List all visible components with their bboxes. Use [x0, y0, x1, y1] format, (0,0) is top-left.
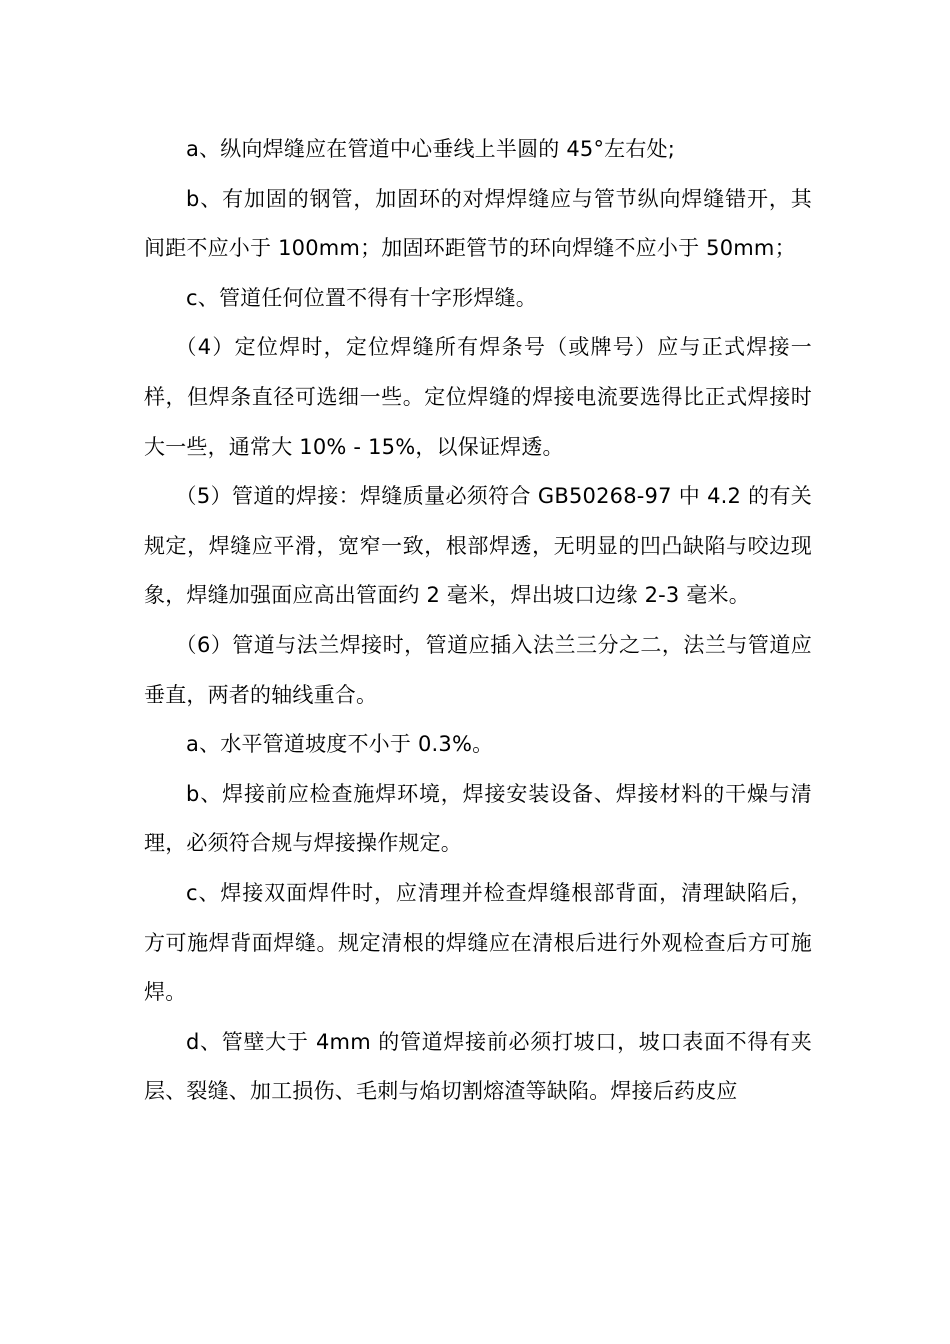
paragraph-a-slope: a、水平管道坡度不小于 0.3%。: [186, 732, 494, 757]
paragraph-b-pre-weld-check: b、焊接前应检查施焊环境，焊接安装设备、焊接材料的干燥与清理，必须符合规与焊接操作规定。: [144, 781, 812, 856]
paragraph-4-tack-welding: （4）定位焊时，定位焊缝所有焊条号（或牌号）应与正式焊接一样，但焊条直径可选细一些。定位焊缝的焊接电流要选得比正式焊接时大一些，通常大 10% - 15%，以保证焊透。: [144, 335, 812, 459]
paragraph-6-flange-welding: （6）管道与法兰焊接时，管道应插入法兰三分之二，法兰与管道应垂直，两者的轴线重合。: [144, 632, 812, 707]
paragraph-d-bevel: d、管壁大于 4mm 的管道焊接前必须打坡口，坡口表面不得有夹层、裂缝、加工损伤、毛刺与焰切割熔渣等缺陷。焊接后药皮应: [144, 1029, 812, 1104]
paragraph-a-longitudinal-weld: a、纵向焊缝应在管道中心垂线上半圆的 45°左右处;: [186, 137, 676, 161]
paragraph-b-reinforced-pipe: b、有加固的钢管，加固环的对焊焊缝应与管节纵向焊缝错开，其间距不应小于 100mm；加固环距管节的环向焊缝不应小于 50mm；: [144, 186, 812, 261]
paragraph-5-pipe-welding: （5）管道的焊接：焊缝质量必须符合 GB50268-97 中 4.2 的有关规定，焊缝应平滑，宽窄一致，根部焊透，无明显的凹凸缺陷与咬边现象，焊缝加强面应高出管面约 2 毫米，焊出坡口边缘 2-3 毫米。: [144, 484, 812, 608]
document-body: [144, 125, 812, 1117]
paragraph-c-cross-weld: c、管道任何位置不得有十字形焊缝。: [186, 285, 537, 310]
paragraph-c-double-sided-weld: c、焊接双面焊件时，应清理并检查焊缝根部背面，清理缺陷后，方可施焊背面焊缝。规定清根的焊缝应在清根后进行外观检查后方可施焊。: [144, 880, 812, 1005]
